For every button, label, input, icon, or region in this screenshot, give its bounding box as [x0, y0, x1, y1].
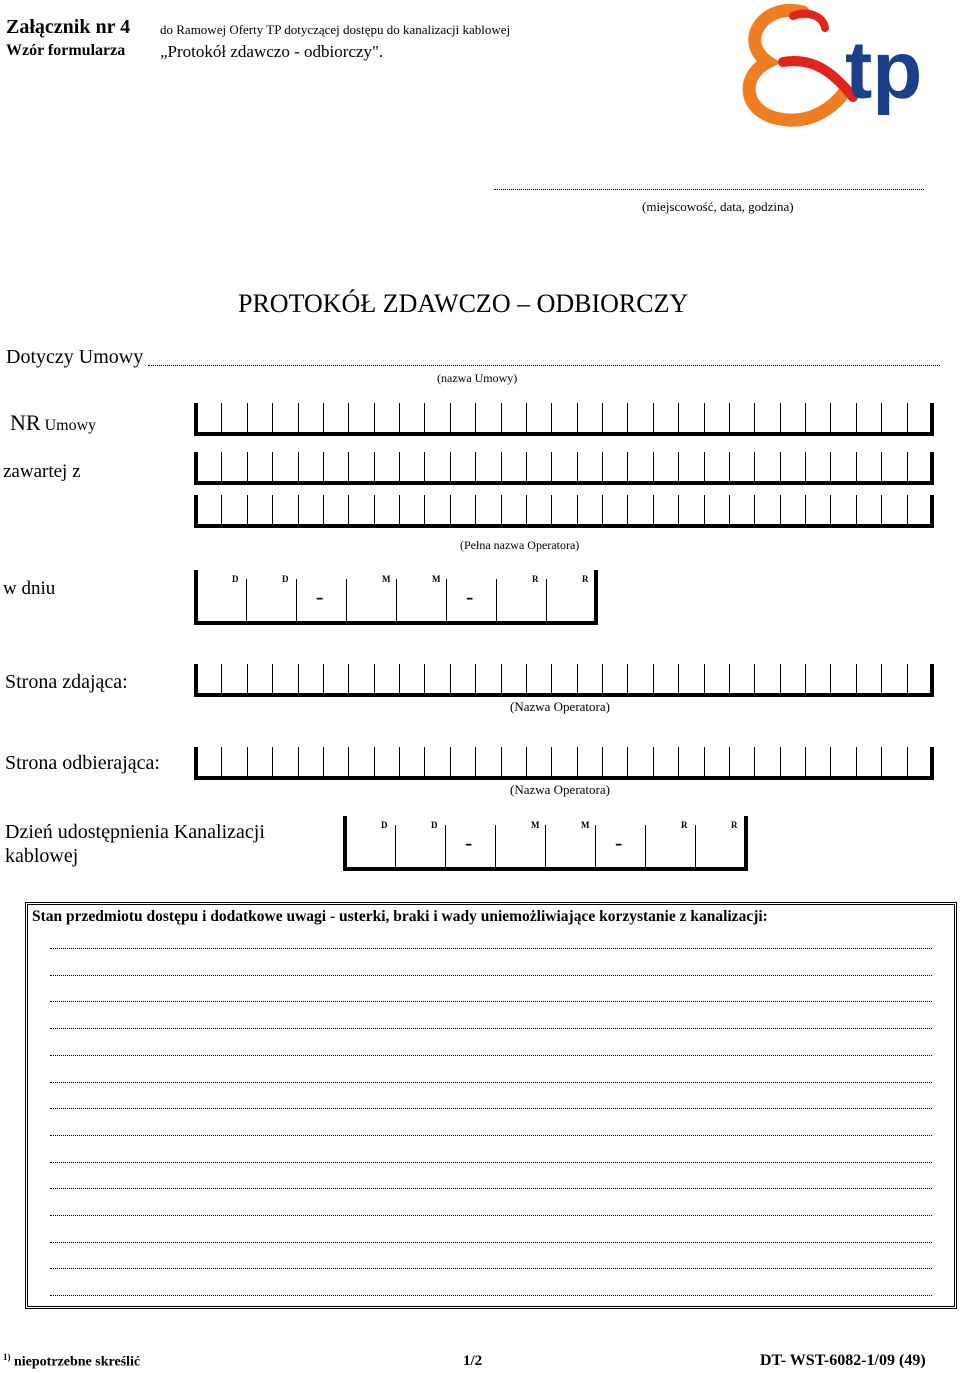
notes-entry-line[interactable] — [50, 1188, 932, 1189]
comb-cell-divider — [323, 747, 324, 776]
operator-name-field-2[interactable] — [194, 499, 934, 528]
date-cell-divider — [695, 825, 696, 867]
date-placeholder: R — [731, 820, 738, 830]
comb-cell-divider — [704, 403, 705, 432]
comb-cell-divider — [298, 452, 299, 481]
comb-cell-divider — [526, 664, 527, 693]
date-edge — [343, 816, 347, 867]
comb-cell-divider — [424, 664, 425, 693]
comb-cell-divider — [627, 495, 628, 524]
comb-cell-divider — [221, 495, 222, 524]
comb-cell-divider — [348, 747, 349, 776]
comb-cell-divider — [348, 452, 349, 481]
comb-edge — [930, 664, 934, 693]
comb-cell-divider — [907, 452, 908, 481]
date-cell-divider — [395, 825, 396, 867]
comb-cell-divider — [526, 747, 527, 776]
notes-entry-line[interactable] — [50, 1162, 932, 1163]
comb-cell-divider — [247, 664, 248, 693]
strona-zdajaca-field[interactable] — [194, 668, 934, 697]
notes-entry-line[interactable] — [50, 948, 932, 949]
dzien-date-field[interactable] — [343, 820, 748, 871]
notes-entry-line[interactable] — [50, 1082, 932, 1083]
comb-cell-divider — [678, 664, 679, 693]
comb-cell-divider — [272, 403, 273, 432]
notes-entry-line[interactable] — [50, 1001, 932, 1002]
comb-cell-divider — [704, 747, 705, 776]
notes-heading: Stan przedmiotu dostępu i dodatkowe uwagi - usterki, braki i wady uniemożliwiające korzystanie z kanalizacji: — [32, 908, 768, 925]
comb-cell-divider — [881, 664, 882, 693]
notes-entry-line[interactable] — [50, 1242, 932, 1243]
comb-cell-divider — [653, 747, 654, 776]
comb-cell-divider — [754, 403, 755, 432]
comb-cell-divider — [881, 452, 882, 481]
footnote-text: niepotrzebne skreślić — [14, 1354, 141, 1370]
date-separator: - — [465, 830, 473, 855]
comb-cell-divider — [678, 495, 679, 524]
comb-cell-divider — [856, 664, 857, 693]
strona-odbierajaca-caption: (Nazwa Operatora) — [510, 782, 610, 797]
w-dniu-label: w dniu — [3, 578, 56, 599]
comb-cell-divider — [602, 495, 603, 524]
comb-cell-divider — [272, 664, 273, 693]
comb-cell-divider — [551, 452, 552, 481]
comb-cell-divider — [729, 452, 730, 481]
comb-cell-divider — [450, 452, 451, 481]
comb-cell-divider — [653, 495, 654, 524]
footer-note — [3, 1352, 140, 1371]
comb-cell-divider — [298, 403, 299, 432]
comb-cell-divider — [272, 747, 273, 776]
comb-cell-divider — [501, 495, 502, 524]
date-separator: - — [615, 830, 623, 855]
comb-cell-divider — [577, 403, 578, 432]
nr-umowy-field[interactable] — [194, 407, 934, 436]
notes-entry-line[interactable] — [50, 1215, 932, 1216]
comb-cell-divider — [221, 664, 222, 693]
comb-edge — [194, 664, 198, 693]
comb-cell-divider — [856, 452, 857, 481]
comb-cell-divider — [729, 403, 730, 432]
comb-cell-divider — [754, 495, 755, 524]
comb-cell-divider — [247, 495, 248, 524]
comb-cell-divider — [754, 747, 755, 776]
page-title: PROTOKÓŁ ZDAWCZO – ODBIORCZY — [238, 289, 689, 318]
date-placeholder: R — [532, 574, 539, 584]
logo-text: tp — [845, 25, 923, 116]
comb-cell-divider — [501, 747, 502, 776]
date-cell-divider — [546, 579, 547, 621]
comb-cell-divider — [780, 747, 781, 776]
comb-cell-divider — [221, 747, 222, 776]
tp-logo — [733, 2, 943, 128]
zawarta-label: zawartej z — [3, 461, 81, 482]
comb-cell-divider — [754, 452, 755, 481]
comb-cell-divider — [374, 452, 375, 481]
date-placeholder: R — [582, 574, 589, 584]
date-edge — [594, 570, 598, 621]
comb-cell-divider — [653, 664, 654, 693]
notes-entry-line[interactable] — [50, 1295, 932, 1296]
agreement-label: Dotyczy Umowy — [6, 346, 144, 368]
comb-cell-divider — [272, 452, 273, 481]
comb-cell-divider — [247, 403, 248, 432]
date-placeholder: D — [232, 574, 239, 584]
nr-label — [10, 410, 96, 436]
comb-cell-divider — [399, 403, 400, 432]
comb-cell-divider — [247, 452, 248, 481]
comb-cell-divider — [424, 452, 425, 481]
comb-cell-divider — [399, 664, 400, 693]
comb-cell-divider — [602, 452, 603, 481]
date-cell-divider — [446, 579, 447, 621]
date-separator: - — [316, 584, 324, 609]
dzien-label-line1: Dzień udostępnienia Kanalizacji — [5, 821, 265, 843]
comb-cell-divider — [678, 403, 679, 432]
comb-cell-divider — [526, 403, 527, 432]
date-cell-divider — [296, 579, 297, 621]
comb-cell-divider — [298, 664, 299, 693]
comb-cell-divider — [627, 747, 628, 776]
comb-cell-divider — [374, 747, 375, 776]
notes-entry-line[interactable] — [50, 1028, 932, 1029]
comb-edge — [930, 747, 934, 776]
form-template-label: Wzór formularza — [6, 42, 126, 59]
comb-cell-divider — [780, 452, 781, 481]
comb-cell-divider — [424, 403, 425, 432]
nr-label-small: Umowy — [44, 417, 97, 434]
comb-cell-divider — [678, 747, 679, 776]
comb-cell-divider — [221, 452, 222, 481]
notes-box — [25, 902, 957, 1309]
comb-cell-divider — [830, 452, 831, 481]
comb-cell-divider — [602, 747, 603, 776]
comb-cell-divider — [475, 495, 476, 524]
strona-zdajaca-caption: (Nazwa Operatora) — [510, 699, 610, 714]
comb-cell-divider — [729, 495, 730, 524]
comb-cell-divider — [399, 495, 400, 524]
notes-entry-line[interactable] — [50, 1108, 932, 1109]
date-placeholder: M — [531, 820, 540, 830]
comb-cell-divider — [653, 452, 654, 481]
date-placeholder: D — [431, 820, 438, 830]
comb-cell-divider — [323, 403, 324, 432]
comb-cell-divider — [805, 403, 806, 432]
date-placeholder: M — [382, 574, 391, 584]
comb-cell-divider — [323, 452, 324, 481]
strona-zdajaca-label: Strona zdająca: — [5, 671, 128, 693]
footnote-marker: 1) — [3, 1352, 11, 1362]
notes-entry-line[interactable] — [50, 1135, 932, 1136]
comb-cell-divider — [881, 403, 882, 432]
comb-cell-divider — [348, 495, 349, 524]
comb-cell-divider — [577, 747, 578, 776]
attachment-number: Załącznik nr 4 — [6, 16, 131, 38]
header-line-2: „Protokół zdawczo - odbiorczy". — [160, 42, 384, 61]
date-placeholder: M — [432, 574, 441, 584]
comb-edge — [194, 495, 198, 524]
comb-cell-divider — [830, 495, 831, 524]
comb-cell-divider — [323, 664, 324, 693]
comb-cell-divider — [551, 747, 552, 776]
agreement-name-line[interactable] — [148, 365, 940, 366]
date-placeholder: D — [282, 574, 289, 584]
comb-cell-divider — [450, 664, 451, 693]
document-code: DT- WST-6082-1/09 (49) — [760, 1352, 926, 1369]
comb-cell-divider — [272, 495, 273, 524]
place-date-line[interactable] — [494, 189, 924, 190]
comb-cell-divider — [475, 747, 476, 776]
date-cell-divider — [496, 579, 497, 621]
comb-edge — [194, 452, 198, 481]
header-line-1: do Ramowej Oferty TP dotyczącej dostępu do kanalizacji kablowej — [160, 22, 511, 37]
comb-cell-divider — [399, 452, 400, 481]
comb-cell-divider — [450, 495, 451, 524]
date-cell-divider — [595, 825, 596, 867]
comb-cell-divider — [780, 495, 781, 524]
date-cell-divider — [545, 825, 546, 867]
comb-cell-divider — [881, 495, 882, 524]
date-placeholder: R — [681, 820, 688, 830]
notes-entry-line[interactable] — [50, 1055, 932, 1056]
comb-edge — [930, 452, 934, 481]
comb-cell-divider — [526, 452, 527, 481]
operator-name-field-1[interactable] — [194, 456, 934, 485]
comb-cell-divider — [856, 495, 857, 524]
strona-odbierajaca-field[interactable] — [194, 751, 934, 780]
comb-cell-divider — [729, 747, 730, 776]
comb-cell-divider — [830, 403, 831, 432]
comb-cell-divider — [374, 403, 375, 432]
comb-cell-divider — [577, 495, 578, 524]
comb-cell-divider — [475, 452, 476, 481]
comb-cell-divider — [856, 747, 857, 776]
comb-cell-divider — [678, 452, 679, 481]
nr-label-big: NR — [10, 410, 41, 435]
comb-cell-divider — [501, 452, 502, 481]
date-edge — [744, 816, 748, 867]
comb-cell-divider — [907, 747, 908, 776]
comb-cell-divider — [805, 495, 806, 524]
comb-cell-divider — [424, 495, 425, 524]
comb-cell-divider — [830, 747, 831, 776]
date-cell-divider — [445, 825, 446, 867]
comb-cell-divider — [627, 403, 628, 432]
comb-cell-divider — [551, 664, 552, 693]
comb-cell-divider — [805, 664, 806, 693]
comb-cell-divider — [653, 403, 654, 432]
comb-cell-divider — [830, 664, 831, 693]
comb-cell-divider — [475, 403, 476, 432]
comb-cell-divider — [907, 664, 908, 693]
comb-cell-divider — [805, 747, 806, 776]
comb-cell-divider — [551, 495, 552, 524]
comb-cell-divider — [374, 495, 375, 524]
date-cell-divider — [246, 579, 247, 621]
comb-edge — [930, 495, 934, 524]
notes-entry-line[interactable] — [50, 1268, 932, 1269]
notes-entry-line[interactable] — [50, 975, 932, 976]
comb-cell-divider — [475, 664, 476, 693]
comb-cell-divider — [298, 495, 299, 524]
comb-cell-divider — [602, 664, 603, 693]
page-number: 1/2 — [463, 1353, 483, 1369]
comb-cell-divider — [856, 403, 857, 432]
date-cell-divider — [396, 579, 397, 621]
comb-cell-divider — [298, 747, 299, 776]
comb-edge — [930, 403, 934, 432]
date-cell-divider — [645, 825, 646, 867]
comb-cell-divider — [805, 452, 806, 481]
comb-cell-divider — [704, 664, 705, 693]
comb-cell-divider — [602, 403, 603, 432]
comb-cell-divider — [501, 403, 502, 432]
comb-cell-divider — [501, 664, 502, 693]
comb-cell-divider — [551, 403, 552, 432]
comb-cell-divider — [907, 495, 908, 524]
comb-cell-divider — [323, 495, 324, 524]
place-date-caption: (miejscowość, data, godzina) — [642, 199, 794, 214]
comb-cell-divider — [627, 664, 628, 693]
comb-cell-divider — [450, 403, 451, 432]
comb-cell-divider — [450, 747, 451, 776]
comb-cell-divider — [221, 403, 222, 432]
comb-cell-divider — [577, 664, 578, 693]
comb-cell-divider — [881, 747, 882, 776]
zawarta-caption: (Pełna nazwa Operatora) — [460, 538, 580, 552]
date-edge — [194, 570, 198, 621]
comb-cell-divider — [526, 495, 527, 524]
date-placeholder: D — [381, 820, 388, 830]
comb-edge — [194, 747, 198, 776]
comb-cell-divider — [577, 452, 578, 481]
agreement-caption: (nazwa Umowy) — [437, 371, 518, 385]
comb-cell-divider — [247, 747, 248, 776]
comb-cell-divider — [704, 495, 705, 524]
comb-cell-divider — [348, 664, 349, 693]
comb-cell-divider — [424, 747, 425, 776]
date-cell-divider — [346, 579, 347, 621]
date-cell-divider — [495, 825, 496, 867]
comb-cell-divider — [754, 664, 755, 693]
date-separator: - — [466, 584, 474, 609]
comb-cell-divider — [780, 403, 781, 432]
comb-cell-divider — [907, 403, 908, 432]
comb-cell-divider — [704, 452, 705, 481]
w-dniu-date-field[interactable] — [194, 574, 598, 625]
comb-cell-divider — [374, 664, 375, 693]
date-placeholder: M — [581, 820, 590, 830]
comb-edge — [194, 403, 198, 432]
comb-cell-divider — [348, 403, 349, 432]
comb-cell-divider — [729, 664, 730, 693]
dzien-label-line2: kablowej — [5, 845, 79, 867]
strona-odbierajaca-label: Strona odbierająca: — [5, 752, 160, 774]
comb-cell-divider — [627, 452, 628, 481]
comb-cell-divider — [399, 747, 400, 776]
comb-cell-divider — [780, 664, 781, 693]
